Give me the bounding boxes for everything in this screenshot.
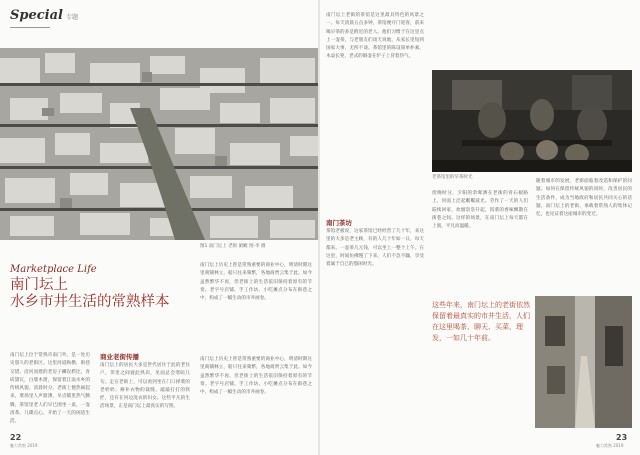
right-column-4: 傍晚时分，夕阳的余晖洒在老街的青石板路上，河面上泛起粼粼波光。劳作了一天的人们陆续回家，炊烟袅袅升起，饭菜的香味飘散在街巷之间。这样的场景，在南门坛上每天都在上演，平凡而温暖。 xyxy=(432,191,528,230)
photo-caption: 图1 南门坛上 老街 俯瞰 图·李 摄 xyxy=(200,244,266,249)
kicker: Marketplace Life xyxy=(10,264,97,275)
old-street-photo xyxy=(535,296,632,428)
section-subtitle: 专题 xyxy=(65,14,78,21)
section-title: Special xyxy=(10,8,63,23)
headline xyxy=(10,277,190,311)
teahouse-photo xyxy=(432,70,632,172)
headline-line-2: 水乡市井生活的常熟样本 xyxy=(10,294,170,310)
magazine-name-left: 魅力常熟 2019 xyxy=(10,443,38,448)
right-column-2: 茶馆老板说，这家茶馆已经经营了几十年，来这里的大多是老主顾，有的人几十年如一日，每天都来。一壶茶几元钱，可以坐上一整个上午。在这里，时间仿佛慢了下来，人们不急不躁，享受着属于自己的悠闲时光。 xyxy=(326,229,424,268)
body-column-2: 南门坛上的居民大多是世代居住于此的老住户，邻里之间彼此熟识，见面总会寒暄几句。走在老街上，可以看到坐在门口择菜的老奶奶、修补衣物的裁缝、敲敲打打的铁匠，还有在河边洗衣的妇女。这些平凡的生活场景，正是南门坛上最真实的写照。 xyxy=(100,363,190,410)
aerial-rooftops-photo xyxy=(0,48,318,240)
page-gutter xyxy=(318,0,320,455)
right-column-3: 随着城市的发展，老街面临着改造和保护的问题。如何在保留传统风貌的同时，改善居民的生活条件，成为当地政府和居民共同关心的话题。南门坛上的老街，承载着常熟人的集体记忆，也见证着这座城市的变迁。 xyxy=(536,179,632,218)
section-header xyxy=(10,8,78,23)
right-column-1: 南门坛上老街的茶馆是这里最具特色的风景之一。每天清晨五点多钟，茶馆便开门迎客，前来喝早茶的多是附近的老人。他们习惯于在这里点上一壶茶，与老朋友们谈天说地，从家长里短到国家大事，无所不谈。茶馆里的陈设简单朴素，木桌长凳，老式的铜壶在炉子上冒着热气。 xyxy=(326,13,424,60)
page-number-right: 23 xyxy=(616,433,628,442)
magazine-name-right: 魅力常熟 2019 xyxy=(596,443,624,448)
page-number-left: 22 xyxy=(10,433,22,442)
photo-caption-2: 老茶馆里的早茶时光 xyxy=(432,175,473,180)
body-column-1: 南门坛上位于常熟市南门外，是一处历史悠久的老街区。这里河道纵横，街巷交错，沿河而建的老房子鳞次栉比，青砖黛瓦，白墙木窗，保留着江南水乡的传统风貌。清晨时分，老街上便热闹起来，菜场里人声鼎沸，早点铺里热气腾腾，茶馆里老人们早已围坐一桌，一壶清茶，几碟点心，开始了一天的闲适生活。 xyxy=(10,353,90,425)
section-rule xyxy=(10,27,50,28)
subhead-2: 南门茶坊 xyxy=(326,219,352,227)
subhead-1: 商业老街传播 xyxy=(100,353,139,361)
intro-column: 南门坛上历史上曾是常熟重要的商业中心，明清时期这里商铺林立，船只往来频繁，各地商贾云集于此。如今虽然繁华不再，但老街上的生活依旧保持着原有的节奏。老字号店铺、手工作坊、小吃摊点分布在街巷之中，构成了一幅生动的市井画卷。 xyxy=(200,263,312,302)
pull-quote: 这些年来，南门坛上的老街依然保留着最真实的市井生活，人们在这里喝茶、聊天、买菜、理发，一如几十年前。 xyxy=(432,301,530,342)
headline-line-1: 南门坛上 xyxy=(10,277,68,293)
body-column-3: 南门坛上历史上曾是常熟重要的商业中心，明清时期这里商铺林立，船只往来频繁，各地商贾云集于此。如今虽然繁华不再，但老街上的生活依旧保持着原有的节奏。老字号店铺、手工作坊、小吃摊点分布在街巷之中，构成了一幅生动的市井画卷。 xyxy=(200,357,312,396)
